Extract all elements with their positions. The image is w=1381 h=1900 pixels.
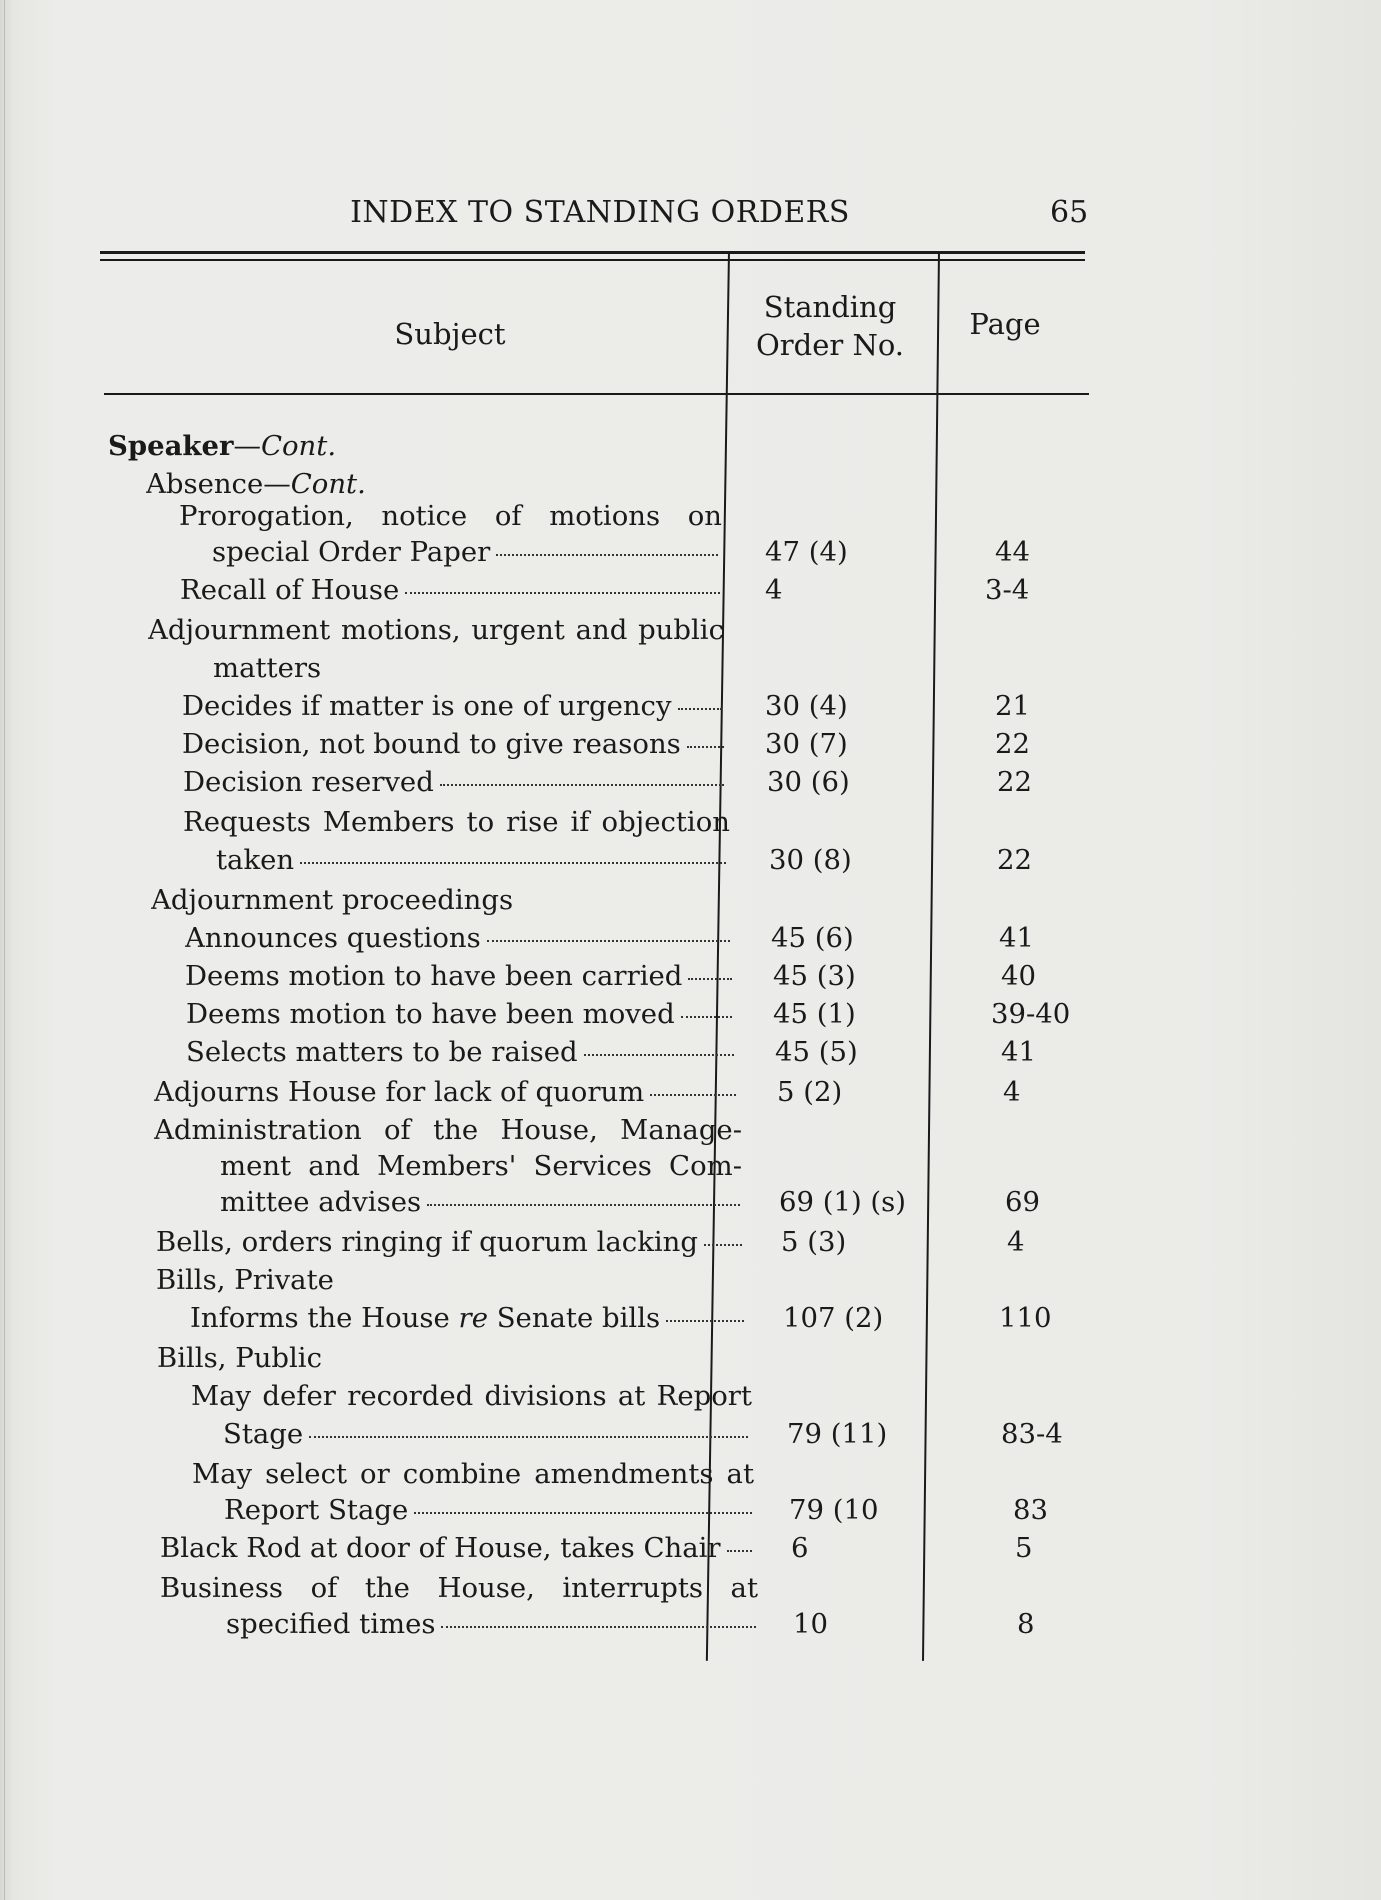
dot-leader bbox=[441, 1626, 756, 1628]
index-entry-text: Decision, not bound to give reasons bbox=[182, 728, 681, 760]
index-entry-row bbox=[0, 612, 1381, 648]
index-entry-subject bbox=[154, 1074, 740, 1110]
standing-order-number: 5 (3) bbox=[781, 1226, 847, 1258]
dot-leader bbox=[704, 1244, 742, 1246]
index-entry-subject bbox=[108, 428, 336, 464]
index-entry-row bbox=[0, 804, 1381, 840]
page-reference: 8 bbox=[1017, 1608, 1035, 1640]
dot-leader bbox=[440, 784, 724, 786]
index-entry-row bbox=[0, 688, 1381, 724]
index-entry-text: Bells, orders ringing if quorum lacking bbox=[156, 1226, 698, 1258]
index-entry-row bbox=[0, 572, 1381, 608]
standing-order-number: 107 (2) bbox=[783, 1302, 884, 1334]
dot-leader bbox=[405, 592, 720, 594]
index-entry-text: Informs the House re Senate bills bbox=[190, 1302, 661, 1334]
index-entry-row bbox=[0, 466, 1381, 502]
index-entry-row bbox=[0, 650, 1381, 686]
page-reference: 41 bbox=[1001, 1036, 1036, 1068]
index-entry-row bbox=[0, 842, 1381, 878]
index-entry-text: Requests Members to rise if objection bbox=[183, 806, 730, 838]
index-entry-text: Deems motion to have been moved bbox=[186, 998, 675, 1030]
dot-leader bbox=[687, 746, 724, 748]
page-reference: 5 bbox=[1015, 1532, 1033, 1564]
index-entry-subject bbox=[179, 498, 722, 534]
index-entry-row bbox=[0, 996, 1381, 1032]
dot-leader bbox=[678, 708, 723, 710]
page-number: 65 bbox=[1050, 195, 1089, 230]
page-reference: 22 bbox=[997, 766, 1032, 798]
standing-order-number: 45 (3) bbox=[773, 960, 856, 992]
index-entry-subject bbox=[212, 534, 722, 570]
index-entry-subject bbox=[226, 1606, 760, 1642]
index-entry-text: Business of the House, interrupts at bbox=[160, 1572, 758, 1604]
running-header-title: INDEX TO STANDING ORDERS bbox=[350, 195, 850, 230]
index-entry-row bbox=[0, 498, 1381, 534]
page-reference: 83 bbox=[1013, 1494, 1048, 1526]
index-entry-text: Announces questions bbox=[185, 922, 481, 954]
index-entry-text: Report Stage bbox=[224, 1494, 409, 1526]
standing-order-number: 30 (7) bbox=[765, 728, 848, 760]
index-entry-subject bbox=[186, 1034, 738, 1070]
dot-leader bbox=[688, 978, 732, 980]
index-entry-row bbox=[0, 1492, 1381, 1528]
index-entry-row bbox=[0, 1378, 1381, 1414]
standing-order-number: 79 (11) bbox=[787, 1418, 888, 1450]
page-reference: 40 bbox=[1001, 960, 1036, 992]
column-header-standing-order bbox=[740, 288, 920, 364]
index-entry-row bbox=[0, 882, 1381, 918]
index-entry-subject bbox=[183, 804, 730, 840]
dot-leader bbox=[727, 1550, 752, 1552]
index-entry-text: Stage bbox=[223, 1418, 304, 1450]
index-entry-row bbox=[0, 1416, 1381, 1452]
page-reference: 44 bbox=[995, 536, 1030, 568]
index-entry-subject bbox=[151, 882, 513, 918]
index-entry-text: Adjournment motions, urgent and public bbox=[148, 614, 724, 646]
index-entry-row bbox=[0, 1224, 1381, 1260]
page-reference: 21 bbox=[995, 690, 1030, 722]
index-entry-row bbox=[0, 1184, 1381, 1220]
index-entry-text: mittee advises bbox=[220, 1186, 422, 1218]
index-entry-subject bbox=[220, 1184, 744, 1220]
standing-order-number: 69 (1) (s) bbox=[779, 1186, 906, 1218]
index-entry-subject bbox=[223, 1416, 752, 1452]
standing-order-number: 30 (8) bbox=[769, 844, 852, 876]
standing-order-number: 47 (4) bbox=[765, 536, 848, 568]
index-entry-text: special Order Paper bbox=[212, 536, 491, 568]
standing-order-number: 5 (2) bbox=[777, 1076, 843, 1108]
index-entry-text: Adjournment proceedings bbox=[151, 884, 514, 916]
index-entry-row bbox=[0, 1112, 1381, 1148]
index-entry-text: matters bbox=[213, 652, 322, 684]
index-entry-row bbox=[0, 726, 1381, 762]
index-entry-subject bbox=[157, 1340, 322, 1376]
index-entry-row bbox=[0, 920, 1381, 956]
index-entry-subject bbox=[190, 1300, 748, 1336]
index-entry-subject bbox=[224, 1492, 756, 1528]
standing-order-number: 6 bbox=[791, 1532, 809, 1564]
standing-order-number: 10 bbox=[793, 1608, 828, 1640]
header-bottom-rule bbox=[104, 393, 1089, 395]
page-reference: 22 bbox=[997, 844, 1032, 876]
index-entry-subject bbox=[192, 1456, 754, 1492]
page-reference: 4 bbox=[1007, 1226, 1025, 1258]
index-entry-text: Recall of House bbox=[180, 574, 400, 606]
index-entry-row bbox=[0, 534, 1381, 570]
index-entry-text: taken bbox=[216, 844, 295, 876]
index-entry-text: Speaker—Cont. bbox=[108, 430, 337, 462]
page-reference: 41 bbox=[999, 922, 1034, 954]
index-entry-subject bbox=[156, 1224, 746, 1260]
column-header-standing-order-line2: Order No. bbox=[756, 328, 904, 362]
page-reference: 83-4 bbox=[1001, 1418, 1063, 1450]
index-entry-subject bbox=[182, 688, 726, 724]
dot-leader bbox=[681, 1016, 732, 1018]
dot-leader bbox=[300, 862, 726, 864]
index-entry-subject bbox=[156, 1262, 334, 1298]
dot-leader bbox=[650, 1094, 736, 1096]
index-entry-text: Decides if matter is one of urgency bbox=[182, 690, 672, 722]
index-entry-text: Prorogation, notice of motions on bbox=[179, 500, 722, 532]
index-entry-row bbox=[0, 1262, 1381, 1298]
index-entry-subject bbox=[185, 920, 734, 956]
standing-order-number: 30 (4) bbox=[765, 690, 848, 722]
index-entry-subject bbox=[146, 466, 366, 502]
standing-order-number: 45 (6) bbox=[771, 922, 854, 954]
index-entry-text: Adjourns House for lack of quorum bbox=[154, 1076, 645, 1108]
standing-order-number: 4 bbox=[765, 574, 783, 606]
page-reference: 22 bbox=[995, 728, 1030, 760]
index-entry-subject bbox=[216, 842, 730, 878]
index-entry-row bbox=[0, 1034, 1381, 1070]
index-entry-text: May select or combine amendments at bbox=[192, 1458, 754, 1490]
index-entry-subject bbox=[185, 958, 736, 994]
index-entry-row bbox=[0, 1606, 1381, 1642]
index-entry-text: ment and Members' Services Com- bbox=[220, 1150, 742, 1182]
index-entry-subject bbox=[148, 612, 724, 648]
index-entry-text: Black Rod at door of House, takes Chair bbox=[160, 1532, 721, 1564]
page-reference: 3-4 bbox=[985, 574, 1030, 606]
index-entry-subject bbox=[191, 1378, 752, 1414]
index-entry-subject bbox=[180, 572, 724, 608]
standing-order-number: 79 (10 bbox=[789, 1494, 879, 1526]
column-header-subject: Subject bbox=[394, 317, 506, 351]
index-entry-row bbox=[0, 1340, 1381, 1376]
index-entry-text: Decision reserved bbox=[183, 766, 434, 798]
index-entry-text: Absence—Cont. bbox=[146, 468, 366, 500]
index-entry-text: Deems motion to have been carried bbox=[185, 960, 683, 992]
dot-leader bbox=[666, 1320, 744, 1322]
standing-order-number: 30 (6) bbox=[767, 766, 850, 798]
index-entry-subject bbox=[154, 1112, 742, 1148]
dot-leader bbox=[496, 554, 718, 556]
index-entry-text: Administration of the House, Manage- bbox=[154, 1114, 742, 1146]
index-entry-subject bbox=[183, 764, 728, 800]
index-entry-text: May defer recorded divisions at Report bbox=[191, 1380, 752, 1412]
index-entry-text: specified times bbox=[226, 1608, 436, 1640]
index-entry-subject bbox=[220, 1148, 742, 1184]
index-entry-row bbox=[0, 1300, 1381, 1336]
dot-leader bbox=[414, 1512, 752, 1514]
page-reference: 110 bbox=[999, 1302, 1052, 1334]
index-entry-subject bbox=[160, 1530, 756, 1566]
index-entry-row bbox=[0, 1074, 1381, 1110]
standing-order-number: 45 (1) bbox=[773, 998, 856, 1030]
index-entry-text: Selects matters to be raised bbox=[186, 1036, 578, 1068]
index-entry-row bbox=[0, 958, 1381, 994]
page-reference: 69 bbox=[1005, 1186, 1040, 1218]
column-header-page: Page bbox=[969, 307, 1041, 341]
page-reference: 4 bbox=[1003, 1076, 1021, 1108]
index-entry-subject bbox=[186, 996, 736, 1032]
index-entry-row bbox=[0, 1456, 1381, 1492]
standing-order-number: 45 (5) bbox=[775, 1036, 858, 1068]
dot-leader bbox=[487, 940, 730, 942]
index-entry-row bbox=[0, 1570, 1381, 1606]
index-entry-text: Bills, Public bbox=[157, 1342, 322, 1374]
index-entry-row bbox=[0, 1530, 1381, 1566]
dot-leader bbox=[584, 1054, 734, 1056]
index-entry-row bbox=[0, 428, 1381, 464]
index-entry-subject bbox=[213, 650, 321, 686]
dot-leader bbox=[309, 1436, 748, 1438]
dot-leader bbox=[427, 1204, 740, 1206]
page-reference: 39-40 bbox=[991, 998, 1071, 1030]
index-entry-subject bbox=[160, 1570, 758, 1606]
column-header-standing-order-line1: Standing bbox=[763, 290, 897, 324]
index-entry-subject bbox=[182, 726, 728, 762]
index-entry-text: Bills, Private bbox=[156, 1264, 334, 1296]
index-entry-row bbox=[0, 1148, 1381, 1184]
index-entry-row bbox=[0, 764, 1381, 800]
